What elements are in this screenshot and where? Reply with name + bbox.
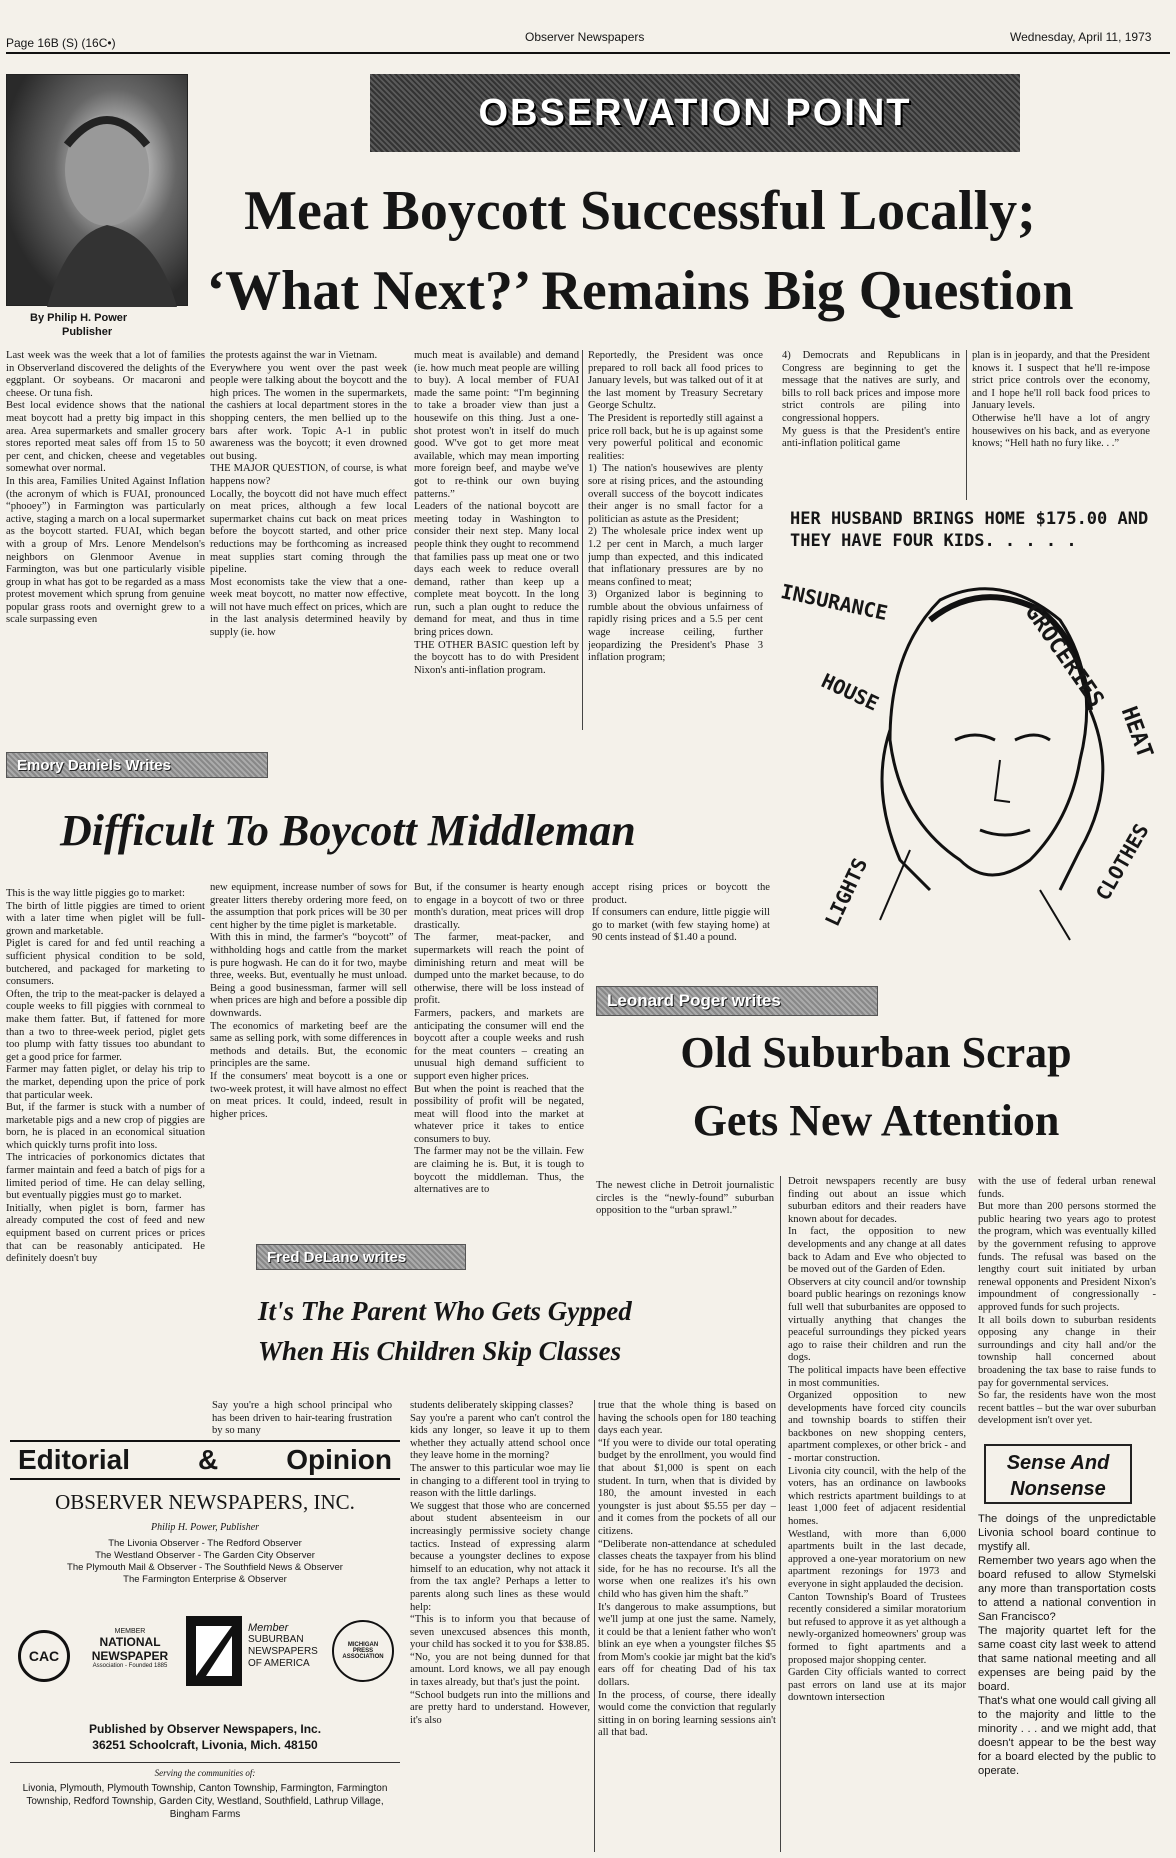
- nna-sub: Association - Founded 1885: [92, 1663, 168, 1669]
- section-banner: OBSERVATION POINT: [370, 74, 1020, 152]
- issue-date: Wednesday, April 11, 1973: [1010, 30, 1152, 44]
- communities: Livonia, Plymouth, Plymouth Township, Canton Township, Farmington, Farmington Township, Redford Township, Garden City, Westland, Southfield, Lathrup Village, Bingham Farms: [22, 1783, 388, 1820]
- publisher-address: 36251 Schoolcraft, Livonia, Mich. 48150: [92, 1738, 318, 1752]
- sna-member: Member: [248, 1622, 289, 1634]
- editorial-rule: [10, 1762, 400, 1763]
- editorial-box: [10, 1440, 400, 1850]
- editorial-title-row: [10, 1440, 400, 1480]
- delano-headline-line2: When His Children Skip Classes: [258, 1336, 622, 1366]
- nna-line-1: NATIONAL: [99, 1635, 161, 1649]
- poger-col-2: Detroit newspapers recently are busy finding out about an issue which suburban editors and their readers have known about for decades. In fact, the opposition to new developments and any change at all dates back to Adam and Eve who objected to be moved out of the Garden of Eden. Observers at city council and/or township board public hearings on rezonings know full well that suburbanites are opposed to virtually anything that changes the peaceful surroundings they picked years ago to raise their children and run the dogs. The political impacts have been effective in most communities. Organized opposition to new developments have forced city councils and township boards to stiffen their backbones on new shopping centers, apartment complexes, or other brick - and - mortar construction. Livonia city council, with the help of the voters, has an ordinance on lawbooks which restricts apartment buildings to at least 1,000 feet of adjacent residential homes. Westland, with more than 6,000 apartments built in the last decade, approved a one-year moratorium on new apartment rezonings for 1973 and everyone in sight applauded the decision. Canton Township's Board of Trustees recently considered a similar moratorium but refused to approve it as yet although a newly-organized homeowners' group was formed to fight apartments and a proposed major shopping center. Garden City officials wanted to correct past errors on land use at its major downtown intersection: [788, 1176, 966, 1704]
- editorial-papers: [10, 1538, 400, 1586]
- serving-label: Serving the communities of:: [154, 1768, 256, 1778]
- published-by: Published by Observer Newspapers, Inc.: [88, 1722, 322, 1736]
- main-divider-2: [966, 350, 967, 500]
- publisher-photo: [6, 74, 188, 306]
- portrait-illustration: [7, 75, 189, 307]
- paper-line-3: The Plymouth Mail & Observer - The Southfield News & Observer: [67, 1562, 343, 1573]
- daniels-col-1: This is the way little piggies go to market: The birth of little piggies are timed to orient with a later time when piglet will be full-grown and marketable. Piglet is cared for and fed until reaching a sufficient physical condition to be sold, butchered, and packaged for marketing to consumers. Often, the trip to the meat-packer is delayed a couple weeks to fill piggies with cornmeal to make them fatter. But, if fattened for more than a two to three-week period, piglet gets too plump with fatty tissues too abundant to get a good price for farmer. Farmer may fatten piglet, or delay his trip to the market, depending upon the price of pork that particular week. But, if the farmer is stuck with a number of marketable pigs and a new crop of piggies are born, he is placed in an economical situation which quickly turns profit into loss. The intricacies of porkonomics dictates that farmer maintain and feed a batch of pigs for a limited period of time. He can delay selling, but eventually piggies must go to market. Initially, when piglet is born, farmer has already computed the cost of feed and new equipment based on current prices or prices that can be reasonably anticipated. He definitely doesn't buy: [6, 888, 205, 1265]
- sense-title-1: Sense And: [1006, 1452, 1110, 1474]
- daniels-tag: Emory Daniels Writes: [6, 752, 268, 778]
- delano-col-1: Say you're a high school principal who has been driven to hair-tearing frustration by so many: [212, 1400, 392, 1437]
- paper-line-2: The Westland Observer - The Garden City Observer: [95, 1550, 315, 1561]
- sense-title-box: [984, 1444, 1132, 1504]
- byline-role: Publisher: [62, 326, 113, 338]
- cartoon-label-groceries: GROCERIES: [1019, 600, 1109, 712]
- cartoon-label-clothes: CLOTHES: [1090, 819, 1154, 905]
- page-number: Page 16B (S) (16C•): [6, 36, 116, 50]
- poger-col-3: with the use of federal urban renewal funds. But more than 200 persons stormed the public hearing two years ago to protest the program, which was eventually killed by the government refusing to approve funds. The refusal was based on the lengthy court suit initiated by urban renewal opponents and President Nixon's impoundment of congressionally - approved funds for such projects. It all boils down to suburban residents opposing any change in their surroundings and city hall and/or the township hall concerned about broadening the tax base to raise funds to pay for governmental services. So far, the residents have won the most recent battles – but the war over suburban development isn't over yet.: [978, 1176, 1156, 1427]
- daniels-col-4: accept rising prices or boycott the product. If consumers can endure, little piggie will go to market (with few staying home) at 90 cents instead of $1.40 a pound.: [592, 882, 770, 944]
- main-col-2: the protests against the war in Vietnam. Everywhere you went over the past week people were talking about the boycott and the high prices. The women in the supermarkets, the cashiers at local department stores in the shopping centers, the men bellied up to the bars after work. Topic A-1 in public awareness was the boycott; it even drowned out busing. THE MAJOR QUESTION, of course, is what happens now? Locally, the boycott did not have much effect on meat prices, although a few local supermarket chains cut back on meat prices before the boycott started, and other price reductions may be forthcoming as increased meat supplies start coming through the pipeline. Most economists take the view that a one-week meat boycott, no matter now effective, will not have much effect on prices, which are in the last analysis determined heavily by supply (ie. how: [210, 350, 407, 639]
- editorial-title-left: Editorial: [18, 1444, 131, 1475]
- main-headline-line1: Meat Boycott Successful Locally;: [244, 180, 1036, 242]
- delano-divider: [594, 1400, 595, 1852]
- mpa-logo: MICHIGAN PRESS ASSOCIATION: [332, 1620, 394, 1682]
- paper-line-1: The Livonia Observer - The Redford Observer: [108, 1538, 302, 1549]
- nna-member: MEMBER: [114, 1628, 146, 1635]
- byline: By Philip H. Power: [30, 312, 128, 324]
- poger-tag: Leonard Poger writes: [596, 986, 878, 1016]
- sna-line-2: NEWSPAPERS: [248, 1646, 318, 1657]
- poger-headline-line1: Old Suburban Scrap: [680, 1028, 1072, 1077]
- main-col-3: much meat is available) and demand (ie. how much meat people are willing to buy). A local member of FUAI made the same point: “I'm beginning to take a broader view than just a housewife on this thing. Just a one-shot protest won't in itself do much good. W've got to get more meat available, which may mean importing more foreign beef, and maybe we've got to re-think our own buying patterns.” Leaders of the national boycott are meeting today in Washington to consider their next step. Many local people think they ought to recommend that families pass up meat one or two days each week to reduce overall demand, rather than keep up a complete meat boycott. In the long run, such a plan ought to reduce the demand for meat, and thus in time bring prices down. THE OTHER BASIC question left by the boycott has to do with President Nixon's anti-inflation program.: [414, 350, 579, 676]
- cartoon-illustration: [780, 560, 1172, 970]
- editorial-title-amp: &: [198, 1444, 219, 1475]
- editorial-org: OBSERVER NEWSPAPERS, INC.: [55, 1490, 355, 1514]
- editorial-publisher: Philip H. Power, Publisher: [150, 1522, 260, 1533]
- cartoon-label-house: HOUSE: [817, 668, 883, 716]
- cac-logo: CAC: [18, 1630, 70, 1682]
- sna-logo: [186, 1616, 242, 1686]
- daniels-col-3: But, if the consumer is hearty enough to engage in a boycott of two or three month's duration, meat prices will drop drastically. The farmer, meat-packer, and supermarkets will reach the point of diminishing return and meat will be dumped unto the market because, to do otherwise, there will be loss instead of profit. Farmers, packers, and markets are anticipating the consumer will end the boycott after a couple weeks and rush for the meat counters – creating an unusual high demand sufficient to support even higher prices. But when the point is reached that the possibility of profit will be negated, meat will flood into the market at whatever price it takes to entice consumers to buy. The farmer may not be the villain. Few are claiming he is. But, it is tough to boycott the middleman. Thus, the alternatives are to: [414, 882, 584, 1196]
- nna-logo: [80, 1628, 180, 1688]
- delano-col-3: true that the whole thing is based on having the schools open for 180 teaching days each year. “If you were to divide our total operating budget by the enrollment, you would find that about $1,000 is spent on each student. In turn, when that is divided by 180, the amount invested in each youngster is just about $5.55 per day – and it comes from the pockets of all our citizens. “Deliberate non-attendance at scheduled classes cheats the taxpayer from his blind side, for he has no recourse. It's all the worse when one realizes it's his own child who has given him the shaft.” It's dangerous to make assumptions, but we'll jump at one just the same. Namely, it could be that a lenient father who won't blink an eye when a youngster filches $5 from Mom's cookie jar might bat the kid's ears off for cheating Dad of his tax dollars. In the process, of course, there ideally would come the conviction that regularly sitting in on boring learning sessions ain't all that bad.: [598, 1400, 776, 1739]
- sense-title-2: Nonsense: [1010, 1478, 1106, 1500]
- masthead-rule: [6, 52, 1170, 54]
- main-divider-1: [582, 350, 583, 730]
- delano-headline-line1: It's The Parent Who Gets Gypped: [258, 1296, 632, 1326]
- main-col-1: Last week was the week that a lot of families in Observerland discovered the delights of the eggplant. Or soybeans. Or macaroni and cheese. Or tuna fish. Best local evidence shows that the national meat boycott had a pretty big impact in this area. Area supermarkets and smaller grocery stores reported meat sales off from 15 to 50 per cent, and chicken, cheese and vegetables somewhat over normal. In this area, Families United Against Inflation (the acronym of which is FUAI, pronounced “phooey”) in Farmington was particularly active, staging a march on a local supermarket as the boycott started. FUAI, which began with a group of Mrs. Lenore Mendelson's neighbors on Glenmoor Avenue in Farmington, was but one particularly visible group in what has got to be regarded as a mass protest movement which sprung from genuine popular grass roots and overnight grew to a scale surpassing even: [6, 350, 205, 626]
- cartoon-caption: HER HUSBAND BRINGS HOME $175.00 AND THEY HAVE FOUR KIDS. . . . .: [790, 509, 1149, 551]
- main-col-5: 4) Democrats and Republicans in Congress are beginning to get the message that the natives are surly, and bills to roll back prices and impose more strict controls are piling into congressional hoppers. My guess is that the President's entire anti-inflation political game: [782, 350, 960, 450]
- cartoon-label-lights: LIGHTS: [819, 854, 873, 930]
- editorial-title-right: Opinion: [286, 1444, 392, 1475]
- poger-headline-line2: Gets New Attention: [692, 1096, 1060, 1145]
- daniels-headline: Difficult To Boycott Middleman: [60, 806, 636, 855]
- nna-line-2: NEWSPAPER: [91, 1649, 169, 1663]
- paper-line-4: The Farmington Enterprise & Observer: [123, 1574, 287, 1585]
- delano-tag: Fred DeLano writes: [256, 1244, 466, 1270]
- poger-col-1: The newest cliche in Detroit journalistic circles is the “newly-found” suburban opposition to the “urban sprawl.”: [596, 1180, 774, 1217]
- sna-line-1: SUBURBAN: [248, 1634, 304, 1645]
- paper-name: Observer Newspapers: [525, 30, 645, 44]
- sna-line-3: OF AMERICA: [248, 1658, 310, 1669]
- cartoon-label-insurance: INSURANCE: [778, 578, 890, 626]
- sense-body: The doings of the unpredictable Livonia school board continue to mystify all. Remember two years ago when the board refused to allow Stymelski any more than transportation costs to attend a national convention in San Francisco? The majority quartet left for the same coast city last week to attend that same national meeting and all expenses are being paid by the board. That's what one would call giving all to the majority and little to the minority . . . and we might add, that doesn't appear to be the best way for a board elected by the public to operate.: [978, 1513, 1156, 1777]
- sna-text: [248, 1622, 318, 1670]
- daniels-col-2: new equipment, increase number of sows for greater litters thereby ordering more feed, on the assumption that pork prices will be 30 per cent higher by the time piglet is marketable. With this in mind, the farmer's “boycott” of withholding hogs and cattle from the market is pure hogwash. He can do it for two, maybe three, weeks. But, eventually he must unload. Being a good businessman, farmer will sell when prices are high and before a possible dip downwards. The economics of marketing beef are the same as selling pork, with some differences in methods and details. But, the economic principles are the same. If the consumers' meat boycott is a one or two-week protest, it will have almost no effect on meat prices. It could, indeed, result in higher prices.: [210, 882, 407, 1120]
- main-col-6: plan is in jeopardy, and that the President knows it. I suspect that he'll re-impose strict price controls over the economy, and I hope he'll roll back food prices to January levels. Otherwise he'll have a lot of angry housewives on his back, and as everyone knows; “Hell hath no fury like. . .”: [972, 350, 1150, 450]
- main-col-4: Reportedly, the President was once prepared to roll back all food prices to January levels, but was talked out of it at the last moment by Treasury Secretary George Schultz. The President is reportedly still against a price roll back, but he is up against some very powerful political and economic realities: 1) The nation's housewives are plenty sore at rising prices, and the astounding overall success of the boycott indicates their anger is no small factor for a politician as astute as the President; 2) The wholesale price index went up 1.2 per cent in March, a much larger jump than expected, and this indicated that inflationary pressures are by no means confined to meat; 3) Organized labor is beginning to rumble about the obvious unfairness of rapidly rising prices and a 5.5 per cent wage increase ceiling, further jeopardizing the President's Phase 3 inflation program;: [588, 350, 763, 664]
- poger-divider: [780, 1176, 781, 1852]
- main-headline-line2: ‘What Next?’ Remains Big Question: [206, 260, 1074, 322]
- cartoon-label-heat: HEAT: [1115, 703, 1158, 762]
- delano-col-2: students deliberately skipping classes? Say you're a parent who can't control the kids any longer, so leave it up to them whether they actually attend school once they leave home in the morning? The answer to this particular woe may lie in changing to a different tool in trying to reason with the little darlings. We suggest that those who are concerned about student absenteeism in our increasingly permissive society change tactics. Instead of expressing alarm because a youngster declines to expose himself to an education, why not attack it from the tax angle? Perhaps a letter to parents along such lines as these would help: “This is to inform you that because of seven unexcused absences this month, your child has socked it to you for $38.85. “No, you are not being dunned for that amount. Lord knows, we all pay enough in taxes already, but that's just the point. “School budgets run into the millions and are pretty hard to understand. However, it's also: [410, 1400, 590, 1726]
